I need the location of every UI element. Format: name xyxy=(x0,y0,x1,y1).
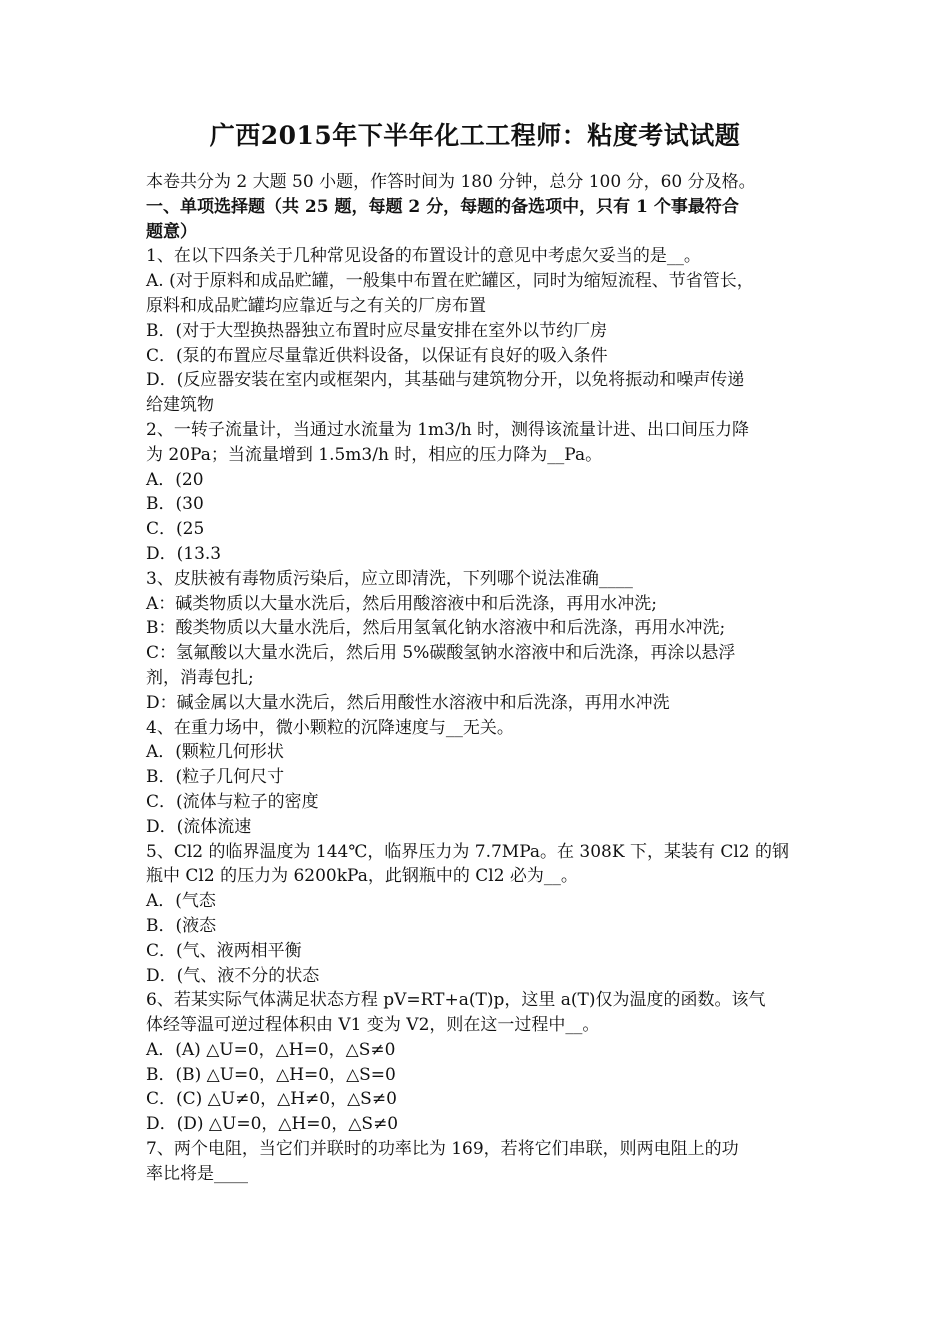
text-line: 1、在以下四条关于几种常见设备的布置设计的意见中考虑欠妥当的是__。 xyxy=(146,246,701,267)
exam-intro: 本卷共分为 2 大题 50 小题，作答时间为 180 分钟，总分 100 分，60 分及格。 xyxy=(146,172,756,192)
text-line: C．(气、液两相平衡 xyxy=(146,940,302,961)
text-line: 4、在重力场中，微小颗粒的沉降速度与__无关。 xyxy=(146,717,514,738)
text-line: 给建筑物 xyxy=(146,395,214,416)
text-line: A．(20 xyxy=(146,469,204,490)
document-title: 广西2015年下半年化工工程师：粘度考试试题 xyxy=(209,121,741,150)
text-line: D：碱金属以大量水洗后，然后用酸性水溶液中和后洗涤，再用水冲洗 xyxy=(146,692,670,713)
text-line: B．(30 xyxy=(146,494,204,515)
text-line: D．(流体流速 xyxy=(146,816,252,837)
text-line: C：氢氟酸以大量水洗后，然后用 5%碳酸氢钠水溶液中和后洗涤，再涂以悬浮 xyxy=(146,643,736,664)
text-line: A．(A) △U=0，△H=0，△S≠0 xyxy=(146,1039,396,1060)
section-heading-line-2: 题意） xyxy=(146,221,197,242)
text-line: A．(颗粒几何形状 xyxy=(146,742,284,763)
text-line: C．(25 xyxy=(146,519,205,540)
text-line: 原料和成品贮罐均应靠近与之有关的厂房布置 xyxy=(146,295,486,316)
text-line: C．(泵的布置应尽量靠近供料设备，以保证有良好的吸入条件 xyxy=(146,345,608,366)
text-line: C．(流体与粒子的密度 xyxy=(146,791,319,812)
text-line: B：酸类物质以大量水洗后，然后用氢氧化钠水溶液中和后洗涤，再用水冲洗; xyxy=(146,618,726,639)
text-line: D．(气、液不分的状态 xyxy=(146,965,320,986)
text-line: C．(C) △U≠0，△H≠0，△S≠0 xyxy=(146,1089,397,1110)
text-line: A. (对于原料和成品贮罐，一般集中布置在贮罐区，同时为缩短流程、节省管长， xyxy=(146,271,754,292)
text-line: A：碱类物质以大量水洗后，然后用酸溶液中和后洗涤，再用水冲洗; xyxy=(146,593,658,614)
text-line: 7、两个电阻，当它们并联时的功率比为 169，若将它们串联，则两电阻上的功 xyxy=(146,1139,739,1160)
text-line: 2、一转子流量计，当通过水流量为 1m3/h 时，测得该流量计进、出口间压力降 xyxy=(146,419,750,440)
text-line: 剂，消毒包扎; xyxy=(146,667,254,688)
text-line: D．(13.3 xyxy=(146,543,222,564)
text-line: 率比将是____ xyxy=(146,1163,248,1184)
text-line: B．(对于大型换热器独立布置时应尽量安排在室外以节约厂房 xyxy=(146,320,608,341)
text-line: B．(液态 xyxy=(146,915,217,936)
text-line: 瓶中 Cl2 的压力为 6200kPa，此钢瓶中的 Cl2 必为__。 xyxy=(146,866,578,887)
text-line: B．(B) △U=0，△H=0，△S=0 xyxy=(146,1064,396,1085)
text-line: B．(粒子几何尺寸 xyxy=(146,767,285,788)
text-line: 5、Cl2 的临界温度为 144℃，临界压力为 7.7MPa。在 308K 下，某装有 Cl2 的钢 xyxy=(146,841,790,862)
document-body xyxy=(146,170,816,1187)
text-line: 3、皮肤被有毒物质污染后，应立即清洗，下列哪个说法准确____ xyxy=(146,568,633,589)
section-heading-line-1: 一、单项选择题（共 25 题，每题 2 分，每题的备选项中，只有 1 个事最符合 xyxy=(146,196,739,217)
text-line: A．(气态 xyxy=(146,891,216,912)
text-line: 6、若某实际气体满足状态方程 pV=RT+a(T)p，这里 a(T)仅为温度的函数。该气 xyxy=(146,990,766,1011)
text-line: 为 20Pa；当流量增到 1.5m3/h 时，相应的压力降为__Pa。 xyxy=(146,444,603,465)
text-line: D．(D) △U=0，△H=0，△S≠0 xyxy=(146,1114,399,1135)
text-line: 体经等温可逆过程体积由 V1 变为 V2，则在这一过程中__。 xyxy=(146,1015,600,1036)
text-line: D．(反应器安装在室内或框架内，其基础与建筑物分开，以免将振动和噪声传递 xyxy=(146,370,745,391)
